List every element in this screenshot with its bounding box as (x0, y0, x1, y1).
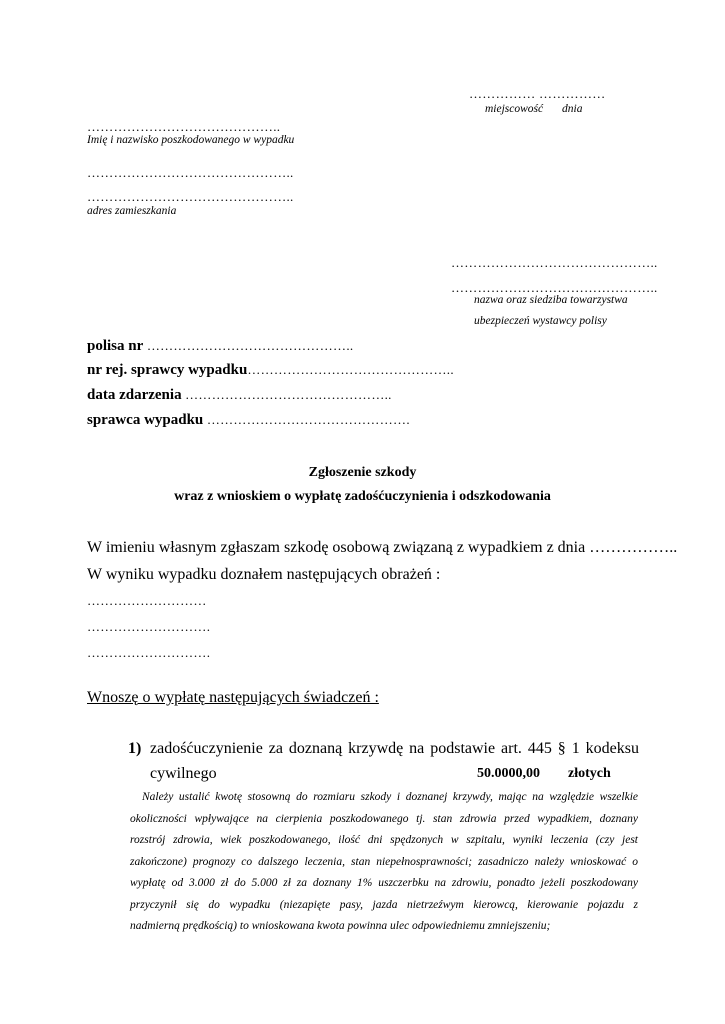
note-line-7: nadmierną prędkością) to wnioskowana kwota powinna ulec odpowiedniemu zmniejszeniu; (130, 920, 551, 932)
field-registration-dots: ……………………………………….. (247, 362, 454, 377)
field-perpetrator (87, 411, 410, 429)
sender-address-dots-2: ……………………………………….. (87, 189, 294, 204)
sender-name-label: Imię i nazwisko poszkodowanego w wypadku (87, 134, 295, 146)
document-title: Zgłoszenie szkody (308, 465, 417, 480)
field-perpetrator-dots: ………………………………………. (203, 412, 410, 427)
insurer-label-1: nazwa oraz siedziba towarzystwa (474, 294, 628, 306)
body-line-1: W imieniu własnym zgłaszam szkodę osobową związaną z wypadkiem z dnia …………….. (87, 539, 678, 556)
sender-address-label: adres zamieszkania (87, 205, 177, 217)
claims-heading: Wnoszę o wypłatę następujących świadczeń : (87, 689, 379, 706)
insurer-label-2: ubezpieczeń wystawcy polisy (474, 315, 607, 327)
claim-1-note (130, 787, 638, 938)
document-subtitle: wraz z wnioskiem o wypłatę zadośćuczynienia i odszkodowania (174, 489, 551, 504)
field-policy-label: polisa nr (87, 338, 144, 354)
note-line-4: zakończone) prognozy co dalszego leczenia, stan niepełnosprawności; zasadniczo należy wnioskować o (130, 855, 638, 868)
sender-address-dots-1: ……………………………………….. (87, 165, 294, 180)
place-label: miejscowość (485, 103, 544, 115)
insurer-dots-2: ……………………………………….. (451, 280, 658, 295)
note-line-6: przyczynił się do wypadku (niezapięte pasy, jazda nietrzeźwym kierowcą, kierowanie pojazdu z (130, 898, 638, 911)
note-line-3: rozstrój zdrowia, wiek poszkodowanego, ilość dni spędzonych w szpitalu, wyniki leczenia (czy jest (130, 834, 638, 846)
insurer-dots-1: ……………………………………….. (451, 255, 658, 270)
field-date (87, 386, 392, 404)
injury-dots-1: ……………………… (87, 593, 207, 608)
field-policy-dots: ……………………………………….. (143, 338, 354, 353)
field-registration (87, 361, 454, 379)
note-line-5: wypłatę od 3.000 zł do 5.000 zł za doznany 1% uszczerbku na zdrowiu, ponadto jeżeli poszkodowany (130, 877, 638, 889)
field-perpetrator-label: sprawca wypadku (87, 412, 204, 428)
sender-name-dots: …………………………………….. (87, 119, 281, 134)
injury-dots-2: ………………………. (87, 619, 211, 634)
field-policy (87, 337, 353, 355)
date-label: dnia (562, 103, 583, 115)
body-line-2: W wyniku wypadku doznałem następujących obrażeń : (87, 566, 441, 583)
claim-1-text-line-1: zadośćuczynienie za doznaną krzywdę na podstawie art. 445 § 1 kodeksu (150, 740, 639, 757)
note-line-2: okoliczności wpływające na cierpienia poszkodowanego tj. stan zdrowia przed wypadkiem, doznany (130, 812, 638, 825)
injury-dots-3: ………………………. (87, 645, 211, 660)
claim-1-currency: złotych (568, 766, 611, 781)
claim-1-text-line-2: cywilnego (150, 765, 217, 782)
place-date-dots: …………… …………… (469, 86, 606, 101)
claim-1-number: 1) (128, 740, 142, 757)
note-line-1: Należy ustalić kwotę stosowną do rozmiaru szkody i doznanej krzywdy, mając na względzie wszelkie (142, 791, 638, 803)
claim-1-amount: 50.0000,00 (477, 766, 540, 781)
field-registration-label: nr rej. sprawcy wypadku (87, 362, 248, 378)
field-date-label: data zdarzenia (87, 387, 182, 403)
field-date-dots: ……………………………………….. (181, 387, 392, 402)
